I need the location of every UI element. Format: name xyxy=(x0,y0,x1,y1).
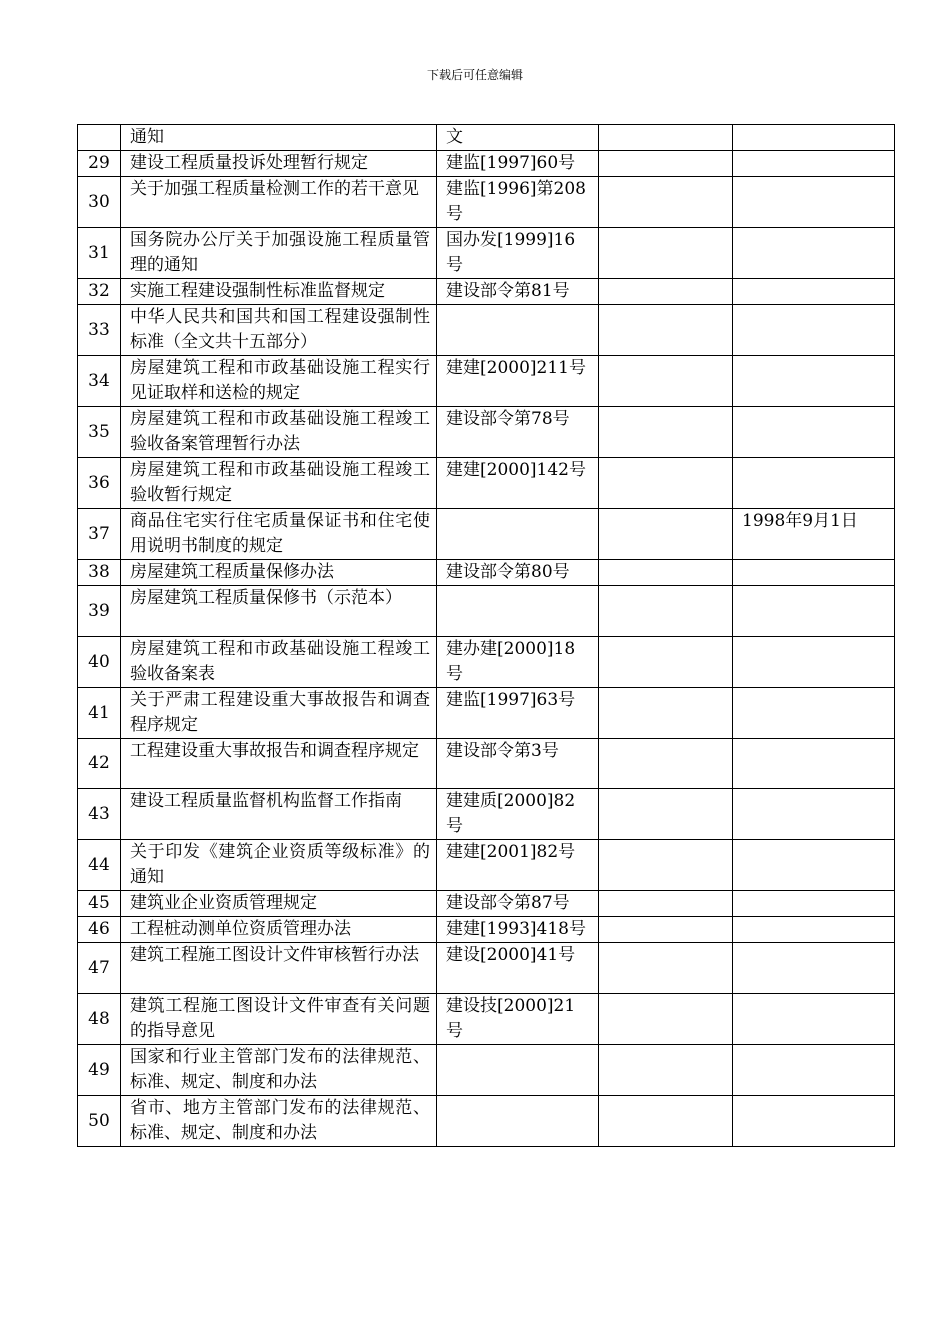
row-title: 房屋建筑工程和市政基础设施工程实行见证取样和送检的规定 xyxy=(121,356,437,407)
table-row xyxy=(78,688,895,739)
row-empty-cell xyxy=(599,688,733,739)
row-document-number: 建设[2000]41号 xyxy=(437,943,599,994)
row-date xyxy=(733,789,895,840)
row-document-number: 建监[1996]第208号 xyxy=(437,177,599,228)
table-row xyxy=(78,125,895,151)
row-date: 1998年9月1日 xyxy=(733,509,895,560)
row-empty-cell xyxy=(599,125,733,151)
row-number: 38 xyxy=(78,560,121,586)
row-title: 房屋建筑工程和市政基础设施工程竣工验收备案管理暂行办法 xyxy=(121,407,437,458)
row-empty-cell xyxy=(599,1045,733,1096)
row-number: 36 xyxy=(78,458,121,509)
row-document-number: 建设技[2000]21号 xyxy=(437,994,599,1045)
row-title: 建筑业企业资质管理规定 xyxy=(121,891,437,917)
row-date xyxy=(733,228,895,279)
row-title: 房屋建筑工程质量保修办法 xyxy=(121,560,437,586)
row-title: 省市、地方主管部门发布的法律规范、标准、规定、制度和办法 xyxy=(121,1096,437,1147)
row-document-number: 建设部令第78号 xyxy=(437,407,599,458)
row-number: 29 xyxy=(78,151,121,177)
row-date xyxy=(733,917,895,943)
table-row xyxy=(78,509,895,560)
row-number: 40 xyxy=(78,637,121,688)
row-document-number: 建设部令第81号 xyxy=(437,279,599,305)
row-document-number xyxy=(437,509,599,560)
row-document-number: 建建[2000]142号 xyxy=(437,458,599,509)
row-number: 48 xyxy=(78,994,121,1045)
table-row xyxy=(78,305,895,356)
row-empty-cell xyxy=(599,279,733,305)
row-empty-cell xyxy=(599,228,733,279)
row-empty-cell xyxy=(599,840,733,891)
row-number: 32 xyxy=(78,279,121,305)
row-number: 41 xyxy=(78,688,121,739)
row-title: 实施工程建设强制性标准监督规定 xyxy=(121,279,437,305)
row-document-number xyxy=(437,1096,599,1147)
page-header: 下载后可任意编辑 xyxy=(426,68,523,82)
table-row xyxy=(78,356,895,407)
row-document-number: 文 xyxy=(437,125,599,151)
row-title: 建设工程质量投诉处理暂行规定 xyxy=(121,151,437,177)
row-title: 建筑工程施工图设计文件审查有关问题的指导意见 xyxy=(121,994,437,1045)
row-empty-cell xyxy=(599,509,733,560)
table-body xyxy=(78,125,895,1147)
row-empty-cell xyxy=(599,637,733,688)
row-empty-cell xyxy=(599,560,733,586)
row-number: 49 xyxy=(78,1045,121,1096)
row-title: 通知 xyxy=(121,125,437,151)
row-empty-cell xyxy=(599,789,733,840)
row-empty-cell xyxy=(599,407,733,458)
row-document-number: 建建[2000]211号 xyxy=(437,356,599,407)
row-number: 46 xyxy=(78,917,121,943)
row-title: 关于严肃工程建设重大事故报告和调查程序规定 xyxy=(121,688,437,739)
row-document-number: 建建质[2000]82号 xyxy=(437,789,599,840)
table-row xyxy=(78,586,895,637)
table-row xyxy=(78,840,895,891)
row-number: 30 xyxy=(78,177,121,228)
row-title: 国务院办公厅关于加强设施工程质量管理的通知 xyxy=(121,228,437,279)
row-date xyxy=(733,177,895,228)
row-document-number: 建设部令第80号 xyxy=(437,560,599,586)
row-date xyxy=(733,458,895,509)
row-title: 房屋建筑工程和市政基础设施工程竣工验收暂行规定 xyxy=(121,458,437,509)
row-date xyxy=(733,1096,895,1147)
table-row xyxy=(78,151,895,177)
row-number: 45 xyxy=(78,891,121,917)
row-empty-cell xyxy=(599,943,733,994)
row-title: 中华人民共和国共和国工程建设强制性标准（全文共十五部分） xyxy=(121,305,437,356)
row-document-number: 建办建[2000]18号 xyxy=(437,637,599,688)
row-number: 34 xyxy=(78,356,121,407)
table-row xyxy=(78,279,895,305)
row-document-number xyxy=(437,305,599,356)
row-document-number: 建设部令第3号 xyxy=(437,739,599,789)
row-number: 43 xyxy=(78,789,121,840)
row-date xyxy=(733,1045,895,1096)
table-row xyxy=(78,994,895,1045)
row-date xyxy=(733,560,895,586)
row-number: 35 xyxy=(78,407,121,458)
row-document-number: 国办发[1999]16号 xyxy=(437,228,599,279)
row-title: 国家和行业主管部门发布的法律规范、标准、规定、制度和办法 xyxy=(121,1045,437,1096)
table-row xyxy=(78,739,895,789)
row-empty-cell xyxy=(599,739,733,789)
row-title: 工程建设重大事故报告和调查程序规定 xyxy=(121,739,437,789)
table-row xyxy=(78,789,895,840)
row-document-number: 建建[1993]418号 xyxy=(437,917,599,943)
regulations-table xyxy=(77,124,895,1147)
row-document-number: 建设部令第87号 xyxy=(437,891,599,917)
row-empty-cell xyxy=(599,891,733,917)
row-document-number xyxy=(437,586,599,637)
row-title: 工程桩动测单位资质管理办法 xyxy=(121,917,437,943)
table-row xyxy=(78,560,895,586)
row-date xyxy=(733,305,895,356)
row-empty-cell xyxy=(599,356,733,407)
row-title: 建筑工程施工图设计文件审核暂行办法 xyxy=(121,943,437,994)
row-number xyxy=(78,125,121,151)
row-date xyxy=(733,586,895,637)
row-empty-cell xyxy=(599,177,733,228)
row-date xyxy=(733,356,895,407)
row-document-number: 建监[1997]60号 xyxy=(437,151,599,177)
row-number: 37 xyxy=(78,509,121,560)
table-row xyxy=(78,943,895,994)
row-empty-cell xyxy=(599,586,733,637)
row-number: 39 xyxy=(78,586,121,637)
table-row xyxy=(78,917,895,943)
table-row xyxy=(78,228,895,279)
row-empty-cell xyxy=(599,917,733,943)
row-number: 33 xyxy=(78,305,121,356)
row-number: 47 xyxy=(78,943,121,994)
row-date xyxy=(733,151,895,177)
row-empty-cell xyxy=(599,305,733,356)
table-row xyxy=(78,407,895,458)
row-number: 44 xyxy=(78,840,121,891)
table-row xyxy=(78,637,895,688)
row-number: 50 xyxy=(78,1096,121,1147)
row-number: 42 xyxy=(78,739,121,789)
row-date xyxy=(733,739,895,789)
row-date xyxy=(733,891,895,917)
row-title: 关于加强工程质量检测工作的若干意见 xyxy=(121,177,437,228)
row-date xyxy=(733,125,895,151)
row-date xyxy=(733,279,895,305)
row-title: 商品住宅实行住宅质量保证书和住宅使用说明书制度的规定 xyxy=(121,509,437,560)
row-number: 31 xyxy=(78,228,121,279)
row-empty-cell xyxy=(599,151,733,177)
table-row xyxy=(78,458,895,509)
row-empty-cell xyxy=(599,1096,733,1147)
row-date xyxy=(733,637,895,688)
table-row xyxy=(78,1096,895,1147)
row-empty-cell xyxy=(599,458,733,509)
row-date xyxy=(733,407,895,458)
row-title: 建设工程质量监督机构监督工作指南 xyxy=(121,789,437,840)
row-date xyxy=(733,943,895,994)
row-date xyxy=(733,994,895,1045)
row-document-number: 建建[2001]82号 xyxy=(437,840,599,891)
row-title: 房屋建筑工程质量保修书（示范本） xyxy=(121,586,437,637)
row-date xyxy=(733,840,895,891)
row-date xyxy=(733,688,895,739)
row-document-number: 建监[1997]63号 xyxy=(437,688,599,739)
row-empty-cell xyxy=(599,994,733,1045)
table-row xyxy=(78,177,895,228)
table-row xyxy=(78,891,895,917)
row-title: 关于印发《建筑企业资质等级标准》的通知 xyxy=(121,840,437,891)
table-row xyxy=(78,1045,895,1096)
row-document-number xyxy=(437,1045,599,1096)
row-title: 房屋建筑工程和市政基础设施工程竣工验收备案表 xyxy=(121,637,437,688)
